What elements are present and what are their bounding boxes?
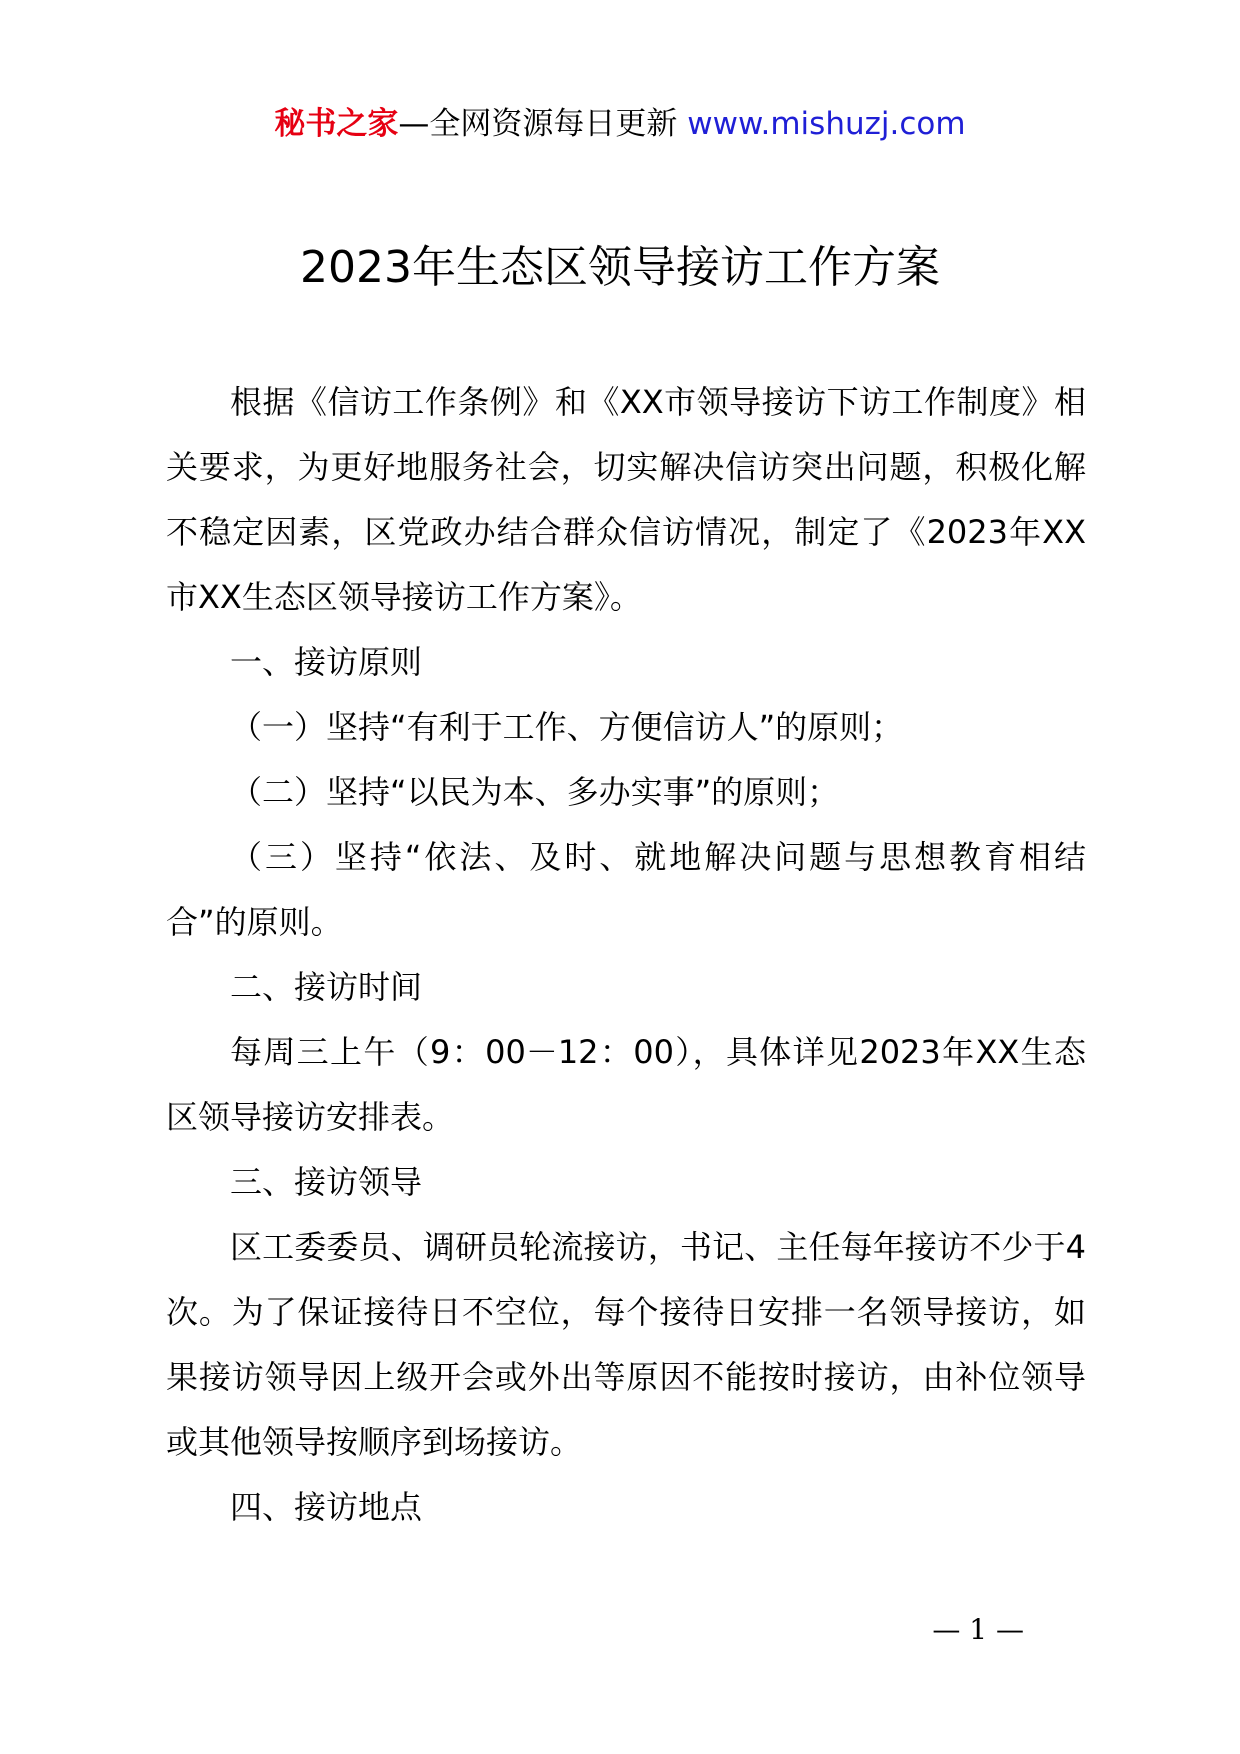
brand-name: 秘书之家 <box>274 106 399 142</box>
principle-item-1: （一）坚持“有利于工作、方便信访人”的原则； <box>230 708 904 746</box>
section-heading-time: 二、接访时间 <box>230 968 423 1006</box>
banner-tagline: —全网资源每日更新 <box>398 106 678 142</box>
page-number: — 1 — <box>932 1613 1024 1646</box>
principle-item-2: （二）坚持“以民为本、多办实事”的原则； <box>230 773 840 811</box>
document-body <box>166 370 1086 1540</box>
time-paragraph: 每周三上午（9：00－12：00），具体详见2023年XX生态区领导接访安排表。 <box>166 1033 1086 1136</box>
principle-item-3: （三）坚持“依法、及时、就地解决问题与思想教育相结合”的原则。 <box>166 838 1086 941</box>
site-banner <box>0 100 1240 148</box>
document-title: 2023年生态区领导接访工作方案 <box>300 242 940 293</box>
website-link[interactable]: www.mishuzj.com <box>687 106 966 142</box>
section-heading-principles: 一、接访原则 <box>230 643 423 681</box>
intro-paragraph: 根据《信访工作条例》和《XX市领导接访下访工作制度》相关要求，为更好地服务社会，切实解决信访突出问题，积极化解不稳定因素，区党政办结合群众信访情况，制定了《2023年XX市XX生态区领导接访工作方案》。 <box>166 383 1086 616</box>
leaders-paragraph: 区工委委员、调研员轮流接访，书记、主任每年接访不少于4次。为了保证接待日不空位，每个接待日安排一名领导接访，如果接访领导因上级开会或外出等原因不能按时接访，由补位领导或其他领导按顺序到场接访。 <box>166 1228 1086 1461</box>
section-heading-leaders: 三、接访领导 <box>230 1163 423 1201</box>
section-heading-location: 四、接访地点 <box>230 1488 423 1526</box>
